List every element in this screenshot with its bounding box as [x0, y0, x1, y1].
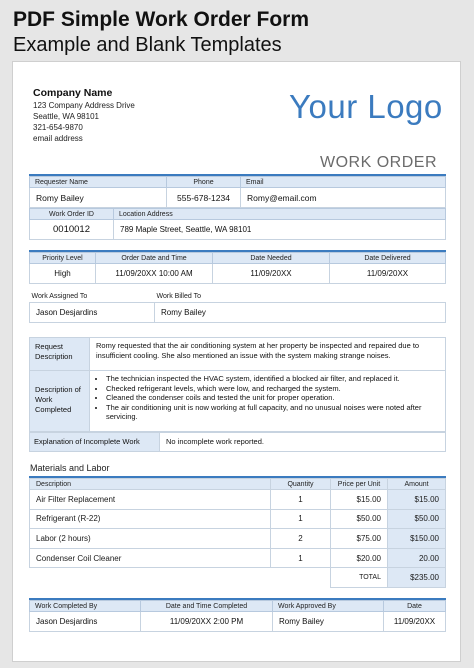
col-description: Description — [30, 479, 271, 490]
table-row — [30, 490, 446, 510]
completed-item: • The technician inspected the HVAC system, identified a blocked air filter, and replaced it. — [106, 374, 439, 384]
table-row — [30, 548, 446, 568]
item-quantity[interactable]: 1 — [271, 548, 331, 568]
item-quantity[interactable]: 1 — [271, 509, 331, 529]
company-phone: 321-654-9870 — [33, 123, 83, 132]
completed-by-field[interactable]: Jason Desjardins — [30, 612, 141, 632]
total-row — [30, 568, 446, 588]
date-delivered-label: Date Delivered — [330, 253, 446, 264]
item-amount: $150.00 — [388, 529, 446, 549]
email-label: Email — [241, 177, 446, 188]
page-title: PDF Simple Work Order Form — [13, 8, 309, 31]
total-amount: $235.00 — [388, 568, 446, 588]
item-description[interactable]: Labor (2 hours) — [30, 529, 271, 549]
page-header — [13, 8, 309, 57]
order-date-label: Order Date and Time — [96, 253, 213, 264]
col-quantity: Quantity — [271, 479, 331, 490]
work-order-sheet — [12, 61, 461, 662]
page-subtitle: Example and Blank Templates — [13, 34, 282, 56]
work-order-id-label: Work Order ID — [30, 209, 114, 220]
col-amount: Amount — [388, 479, 446, 490]
form-title: WORK ORDER — [320, 154, 437, 171]
date-needed-label: Date Needed — [213, 253, 330, 264]
assigned-to-field[interactable]: Jason Desjardins — [30, 302, 155, 322]
location-label: Location Address — [114, 209, 446, 220]
phone-field[interactable]: 555-678-1234 — [167, 188, 241, 208]
completed-item: • Cleaned the condenser coils and tested the unit for proper operation. — [106, 393, 439, 403]
item-quantity[interactable]: 2 — [271, 529, 331, 549]
request-description-label: Request Description — [30, 338, 90, 371]
item-price[interactable]: $75.00 — [331, 529, 388, 549]
item-price[interactable]: $15.00 — [331, 490, 388, 510]
item-price[interactable]: $50.00 — [331, 509, 388, 529]
requester-section — [29, 174, 446, 240]
billed-to-field[interactable]: Romy Bailey — [155, 302, 446, 322]
work-completed-label: Description of Work Completed — [30, 371, 90, 432]
company-address-line1: 123 Company Address Drive — [33, 101, 135, 110]
priority-field[interactable]: High — [30, 264, 96, 284]
approved-by-field[interactable]: Romy Bailey — [273, 612, 384, 632]
company-address-line2: Seattle, WA 98101 — [33, 112, 99, 121]
billed-to-label: Work Billed To — [156, 292, 201, 300]
company-email: email address — [33, 134, 83, 143]
assignment-section — [29, 291, 446, 323]
total-label: TOTAL — [331, 568, 388, 588]
phone-label: Phone — [167, 177, 241, 188]
schedule-section — [29, 250, 446, 284]
table-row — [30, 509, 446, 529]
item-price[interactable]: $20.00 — [331, 548, 388, 568]
signoff-section — [29, 598, 446, 632]
logo-placeholder: Your Logo — [289, 88, 443, 125]
date-delivered-field[interactable]: 11/09/20XX — [330, 264, 446, 284]
assigned-to-label: Work Assigned To — [31, 292, 88, 300]
item-amount: $15.00 — [388, 490, 446, 510]
completed-by-label: Work Completed By — [30, 601, 141, 612]
completed-item: • The air conditioning unit is now working at full capacity, and no unusual noises were noted after servicing. — [106, 403, 439, 422]
priority-label: Priority Level — [30, 253, 96, 264]
item-description[interactable]: Refrigerant (R-22) — [30, 509, 271, 529]
approval-date-field[interactable]: 11/09/20XX — [384, 612, 446, 632]
approved-by-label: Work Approved By — [273, 601, 384, 612]
incomplete-work-field[interactable]: No incomplete work reported. — [160, 433, 446, 452]
completed-date-field[interactable]: 11/09/20XX 2:00 PM — [141, 612, 273, 632]
location-field[interactable]: 789 Maple Street, Seattle, WA 98101 — [114, 220, 446, 240]
col-price: Price per Unit — [331, 479, 388, 490]
materials-table — [29, 476, 446, 588]
date-needed-field[interactable]: 11/09/20XX — [213, 264, 330, 284]
request-description-field[interactable]: Romy requested that the air conditioning system at her property be inspected and repaired due to insufficient cooling. She also mentioned an issue with the system making strange noises. — [90, 338, 446, 371]
company-info — [33, 86, 135, 144]
description-section — [29, 337, 446, 452]
order-date-field[interactable]: 11/09/20XX 10:00 AM — [96, 264, 213, 284]
table-row — [30, 529, 446, 549]
completed-item: • Checked refrigerant levels, which were low, and recharged the system. — [106, 384, 439, 394]
work-completed-field[interactable] — [90, 371, 446, 432]
item-description[interactable]: Air Filter Replacement — [30, 490, 271, 510]
requester-name-label: Requester Name — [30, 177, 167, 188]
approval-date-label: Date — [384, 601, 446, 612]
work-order-id-field[interactable]: 0010012 — [30, 220, 114, 240]
email-field[interactable]: Romy@email.com — [241, 188, 446, 208]
item-quantity[interactable]: 1 — [271, 490, 331, 510]
materials-title: Materials and Labor — [30, 463, 110, 473]
completed-date-label: Date and Time Completed — [141, 601, 273, 612]
requester-name-field[interactable]: Romy Bailey — [30, 188, 167, 208]
item-description[interactable]: Condenser Coil Cleaner — [30, 548, 271, 568]
company-name: Company Name — [33, 87, 113, 99]
item-amount: $50.00 — [388, 509, 446, 529]
incomplete-work-label: Explanation of Incomplete Work — [30, 433, 160, 452]
item-amount: 20.00 — [388, 548, 446, 568]
